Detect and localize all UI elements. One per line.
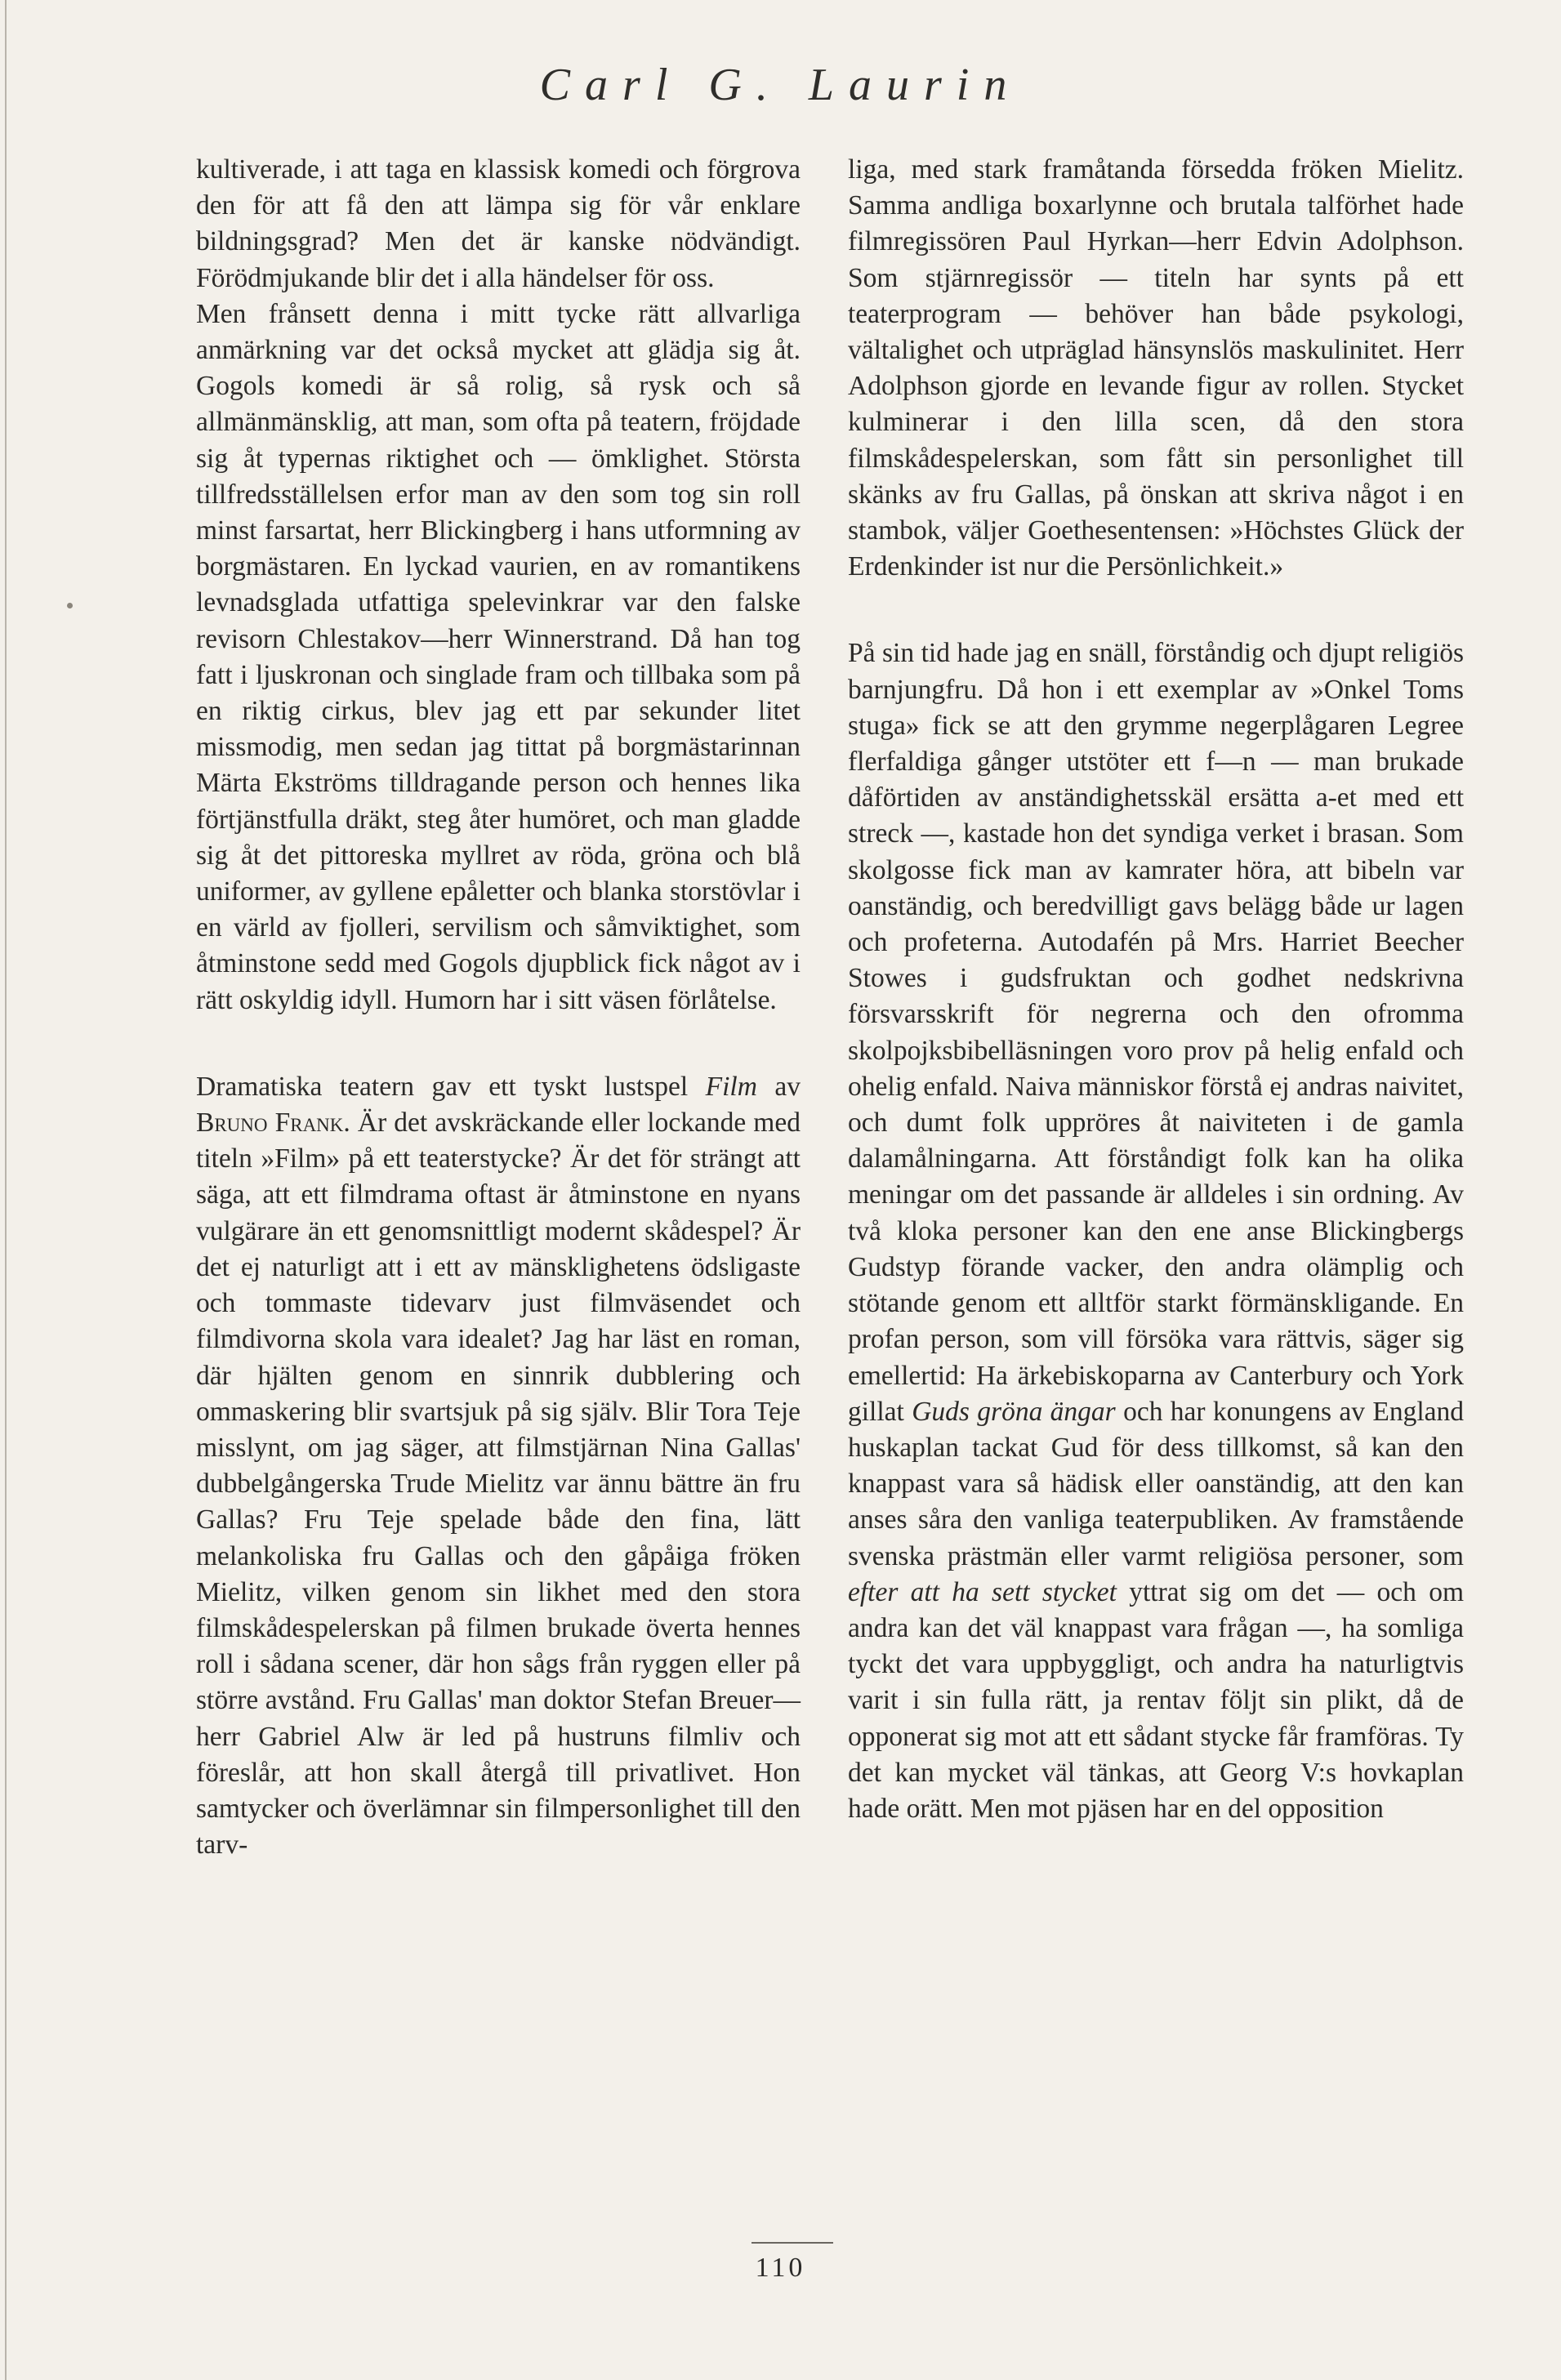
left-column [196, 152, 801, 1863]
paragraph-intro: Dramatiska teatern gav ett tyskt lustspel [196, 1071, 689, 1102]
emphasis-phrase: efter att ha sett stycket [848, 1576, 1117, 1607]
margin-mark [67, 603, 73, 608]
paragraph-body: . Är det avskräckande eller lockande med titeln »Film» på ett teaterstycke? Är det för strängt att säga, att ett filmdrama oftast är åtminstone en nyans vulgärare än ett genomsnittligt modernt skådespel? Är det ej naturligt att i ett av mänsklighetens ödsligaste och tommaste tidevarv just filmväsendet och filmdivorna skola vara idealet? Jag har läst en roman, där hjälten genom en sinnrik dubblering och ommaskering blir svartsjuk på sig själv. Blir Tora Teje misslynt, om jag säger, att filmstjärnan Nina Gallas' dubbelgångerska Trude Mielitz var ännu bättre än fru Gallas? Fru Teje spelade både den fina, lätt melankoliska fru Gallas och den gåpåiga fröken Mielitz, vilken genom sin likhet med den stora filmskådespelerskan på filmen brukade överta hennes roll i sådana scener, där hon sågs från ryggen eller på större avstånd. Fru Gallas' man doktor Stefan Breuer—herr Gabriel Alw är led på hustruns filmliv och föreslår, att hon skall återgå till privatlivet. Hon samtycker och överlämnar sin filmpersonlighet till den tarv- [196, 1108, 801, 1861]
paragraph-part-b: och har konungens av England huskaplan tackat Gud för dess tillkomst, så kan den knappast vara så hädisk eller oanständig, att den kan anses såra den vanliga teaterpubliken. Av framstående svenska prästmän eller varmt religiösa personer, som [848, 1396, 1465, 1571]
page-number: 110 [755, 2253, 806, 2283]
paragraph-part-c: yttrat sig om det — och om andra kan det väl knappast vara frågan —, ha somliga tyckt det vara uppbyggligt, och andra ha naturligtvis varit i sin fulla rätt, ja rentav följt sin plikt, då de opponerat sig mot att ett sådant stycke får framföras. Ty det kan mycket väl tänkas, att Georg V:s hovkaplan hade orätt. Men mot pjäsen har en del opposition [848, 1576, 1464, 1824]
left-paragraph-2: Men frånsett denna i mitt tycke rätt allvarliga anmärkning var det också mycket att glädja sig åt. Gogols komedi är så rolig, så rysk och så allmänmänsklig, att man, som ofta på teatern, fröjdade sig åt typernas riktighet och — ömklighet. Största tillfredsställelsen erfor man av den som tog sin roll minst farsartat, herr Blickingberg i hans utformning av borgmästaren. En lyckad vaurien, en av romantikens levnadsglada utfattiga spelevinkrar var den falske revisorn Chlestakov—herr Winnerstrand. Då han tog fatt i ljuskronan och singlade fram och tillbaka som på en riktig cirkus, blev jag ett par sekunder litet missmodig, men sedan jag tittat på borgmästarinnan Märta Ekströms tilldragande person och hennes lika förtjänstfulla dräkt, steg åter humöret, och man gladde sig åt det pittoreska myllret av röda, gröna och blå uniformer, av gyllene epåletter och blanka storstövlar i en värld av fjolleri, servilism och såmviktighet, som åtminstone sedd med Gogols djupblick fick något av i rätt oskyldig idyll. Humorn har i sitt väsen förlåtelse. [196, 298, 801, 1015]
page-edge-rule [5, 0, 7, 2380]
left-paragraph-1: kultiverade, i att taga en klassisk komedi och förgrova den för att få den att lämpa sig för vår enklare bildningsgrad? Men det är kanske nödvändigt. Förödmjukande blir det i alla händelser för oss. [196, 154, 801, 293]
right-column [848, 152, 1464, 1827]
play-author: Bruno Frank [196, 1108, 344, 1139]
left-paragraph-3 [196, 1069, 801, 1863]
folio-rule [752, 2242, 833, 2244]
by-word: av [774, 1071, 801, 1102]
right-paragraph-1: liga, med stark framåtanda försedda fröken Mielitz. Samma andliga boxarlynne och brutala talförhet hade filmregissören Paul Hyrkan—herr Edvin Adolphson. Som stjärnregissör — titeln har synts på ett teaterprogram — behöver han både psykologi, vältalighet och utpräglad hänsynslös maskulinitet. Herr Adolphson gjorde en levande figur av rollen. Stycket kulminerar i den lilla scen, då den stora filmskådespelerskan, som fått sin personlighet till skänks av fru Gallas, på önskan att skriva något i en stambok, väljer Goethesentensen: »Höchstes Glück der Erdenkinder ist nur die Persönlichkeit.» [848, 154, 1464, 582]
paragraph-part-a: På sin tid hade jag en snäll, förståndig och djupt religiös barnjungfru. Då hon i ett exemplar av »Onkel Toms stuga» fick se att den grymme negerplågaren Legree flerfaldiga gånger utstöter ett f—n — man brukade dåförtiden av anständighetsskäl ersätta a-et med ett streck —, kastade hon det syndiga verket i brasan. Som skolgosse fick man av kamrater höra, att bibeln var oanständig, och beredvilligt gavs belägg både ur lagen och profeterna. Autodafén på Mrs. Harriet Beecher Stowes i gudsfruktan och godhet nedskrivna försvarsskrift för negrerna och den ofromma skolpojksbibelläsningen voro prov på helig enfald och ohelig enfald. Naiva människor förstå ej andras naivitet, och dumt folk uppröres åt naiviteten i de gamla dalamålningarna. Att förståndigt folk kan ha olika meningar om det passande är alldeles i sin ordning. Av två kloka personer kan den ene anse Blickingbergs Gudstyp förande vacker, den andra olämplig och stötande genom ett alltför starkt förmänskligande. En profan person, som vill försöka vara rättvis, säger sig emellertid: Ha ärkebiskoparna av Canterbury och York gillat [848, 638, 1464, 1427]
right-paragraph-2 [848, 635, 1464, 1827]
running-header: Carl G. Laurin [539, 60, 1022, 110]
play-title: Film [705, 1071, 757, 1102]
play-title-guds: Guds gröna ängar [912, 1396, 1116, 1427]
